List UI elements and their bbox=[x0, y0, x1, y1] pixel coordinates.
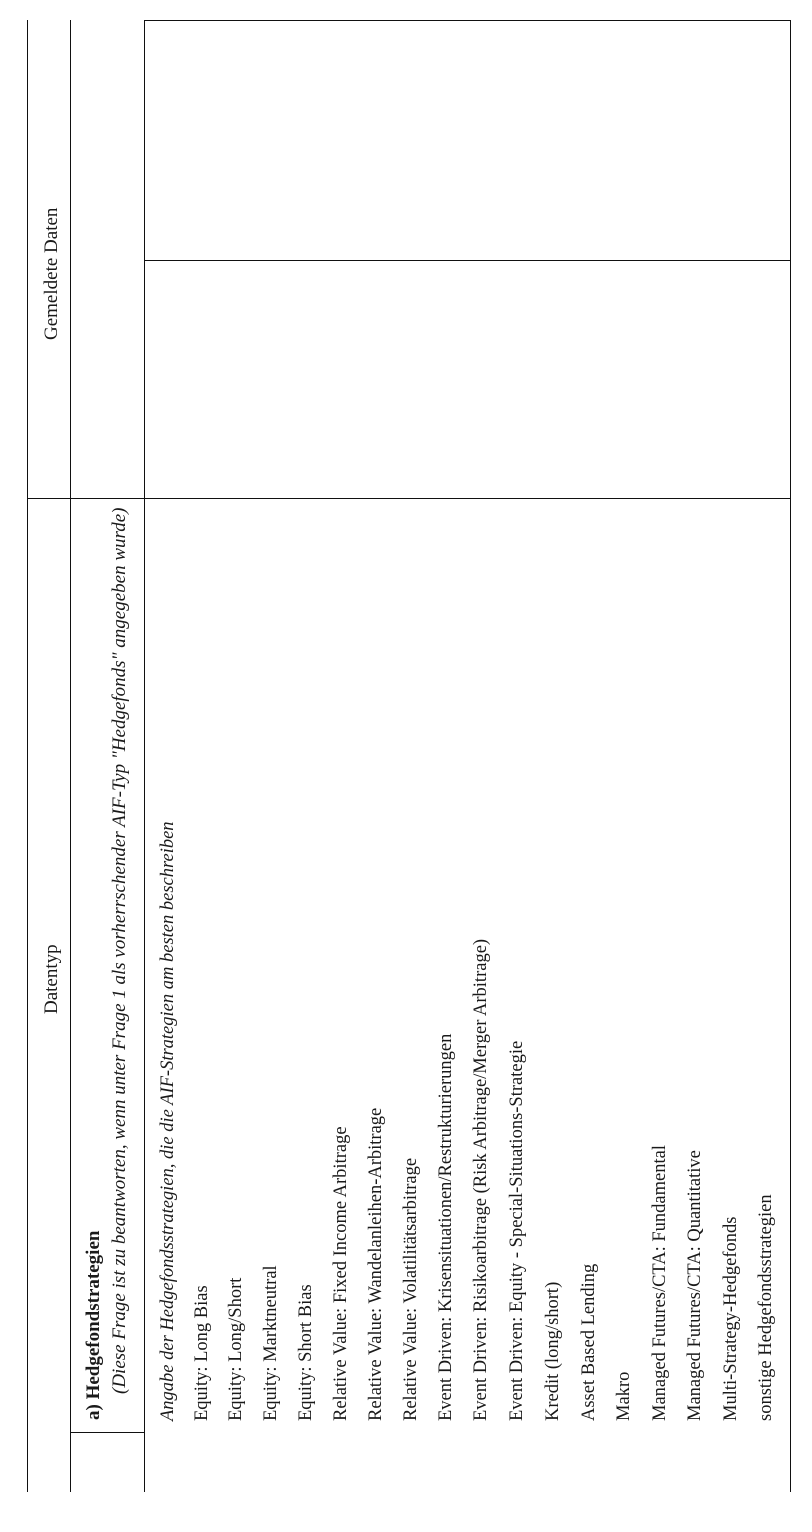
strategy-item: Asset Based Lending bbox=[579, 1263, 599, 1421]
strategy-item: Event Driven: Krisensituationen/Restrukturierungen bbox=[436, 1033, 456, 1421]
strategy-item: Equity: Short Bias bbox=[296, 1284, 316, 1421]
strategy-item: Managed Futures/CTA: Fundamental bbox=[650, 1145, 670, 1421]
strategy-item: sonstige Hedgefondsstrategien bbox=[756, 1194, 776, 1421]
column-header-gemeldete-daten: Gemeldete Daten bbox=[41, 207, 62, 340]
strategy-item: Equity: Long/Short bbox=[226, 1277, 246, 1421]
table-line-row-divider bbox=[144, 260, 790, 261]
section-title: a) Hedgefondstrategien bbox=[83, 1230, 104, 1420]
strategy-item: Relative Value: Wandelanleihen-Arbitrage bbox=[366, 1107, 386, 1421]
strategy-item: Equity: Long Bias bbox=[192, 1285, 212, 1421]
table-line-body bbox=[144, 20, 145, 1492]
strategy-item: Equity: Marktneutral bbox=[261, 1265, 281, 1421]
strategy-item: Makro bbox=[614, 1371, 634, 1421]
strategy-item: Kredit (long/short) bbox=[543, 1281, 563, 1421]
table-line-column-divider bbox=[27, 498, 790, 499]
strategy-item: Multi-Strategy-Hedgefonds bbox=[721, 1216, 741, 1421]
table-line-right bbox=[790, 20, 791, 1492]
strategy-item: Managed Futures/CTA: Quantitative bbox=[685, 1150, 705, 1421]
table-line-left bbox=[27, 20, 28, 1492]
table-line-header bbox=[70, 20, 71, 1492]
strategy-item: Event Driven: Equity - Special-Situations-Strategie bbox=[507, 1040, 527, 1421]
table-line-top bbox=[144, 20, 790, 21]
section-note: (Diese Frage ist zu beantworten, wenn unter Frage 1 als vorherrschender AIF-Typ "Hedgefonds" angegeben wurde) bbox=[109, 507, 130, 1394]
strategy-item: Relative Value: Fixed Income Arbitrage bbox=[331, 1126, 351, 1421]
column-header-datentyp: Datentyp bbox=[41, 944, 62, 1014]
strategy-item: Event Driven: Risikoarbitrage (Risk Arbitrage/Merger Arbitrage) bbox=[471, 938, 491, 1421]
strategy-item: Relative Value: Volatilitätsarbitrage bbox=[401, 1157, 421, 1421]
strategies-description: Angabe der Hedgefondsstrategien, die die AIF-Strategien am besten beschreiben bbox=[158, 821, 178, 1421]
table-line-section-divider bbox=[70, 1432, 144, 1433]
